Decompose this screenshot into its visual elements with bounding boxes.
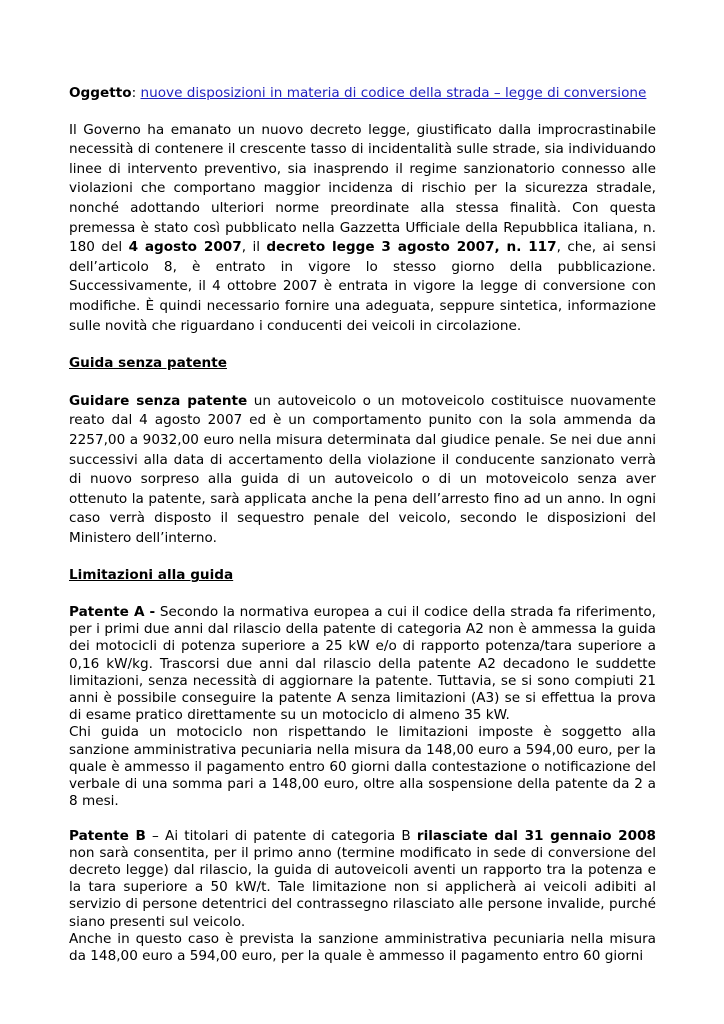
patente-b-paragraph xyxy=(69,828,656,931)
heading-limitazioni: Limitazioni alla guida xyxy=(69,567,234,584)
patente-b-text-1: – Ai titolari di patente di categoria B xyxy=(145,827,417,844)
heading-guida-senza-patente: Guida senza patente xyxy=(69,355,227,372)
patente-a-lead: Patente A - xyxy=(69,604,156,621)
patente-b-paragraph-2: Anche in questo caso è prevista la sanzione amministrativa pecuniaria nella misura da 148,00 euro a 594,00 euro, per la quale è ammesso il pagamento entro 60 giorni xyxy=(69,930,656,964)
intro-date-bold: 4 agosto 2007 xyxy=(128,239,242,256)
patente-a-paragraph-2: Chi guida un motociclo non rispettando le limitazioni imposte è soggetto alla sanzione amministrativa pecuniaria nella misura da 148,00 euro a 594,00 euro, per la quale è ammesso il pagamento entro 60 giorni dalla contestazione o notificazione del verbale di una somma pari a 148,00 euro, oltre alla sospensione della patente da 2 a 8 mesi. xyxy=(69,724,656,810)
guida-paragraph xyxy=(69,392,656,549)
subject-label: Oggetto xyxy=(69,85,132,101)
intro-text-3: , che, ai sensi dell’articolo 8, è entrato in vigore lo stesso giorno della pubblicazione. Successivamente, il 4 ottobre 2007 è entrata in vigore la legge di conversione con modifiche. È quindi necessario fornire una adeguata, seppure sintetica, informazione sulle novità che riguardano i conducenti dei veicoli in circolazione. xyxy=(69,239,656,334)
intro-decree-bold: decreto legge 3 agosto 2007, n. 117 xyxy=(266,239,557,256)
guida-text: un autoveicolo o un motoveicolo costituisce nuovamente reato dal 4 agosto 2007 ed è un comportamento punito con la sola ammenda da 2257,00 a 9032,00 euro nella misura determinata dal giudice penale. Se nei due anni successivi alla data di accertamento della violazione il conducente sanzionato verrà di nuovo sorpreso alla guida di un autoveicolo o di un motoveicolo senza aver ottenuto la patente, sarà applicata anche la pena dell’arresto fino ad un anno. In ogni caso verrà disposto il sequestro penale del veicolo, secondo le disposizioni del Ministero dell’interno. xyxy=(69,392,656,546)
guida-lead: Guidare senza patente xyxy=(69,392,248,409)
patente-a-block xyxy=(69,604,656,810)
patente-a-text: Secondo la normativa europea a cui il codice della strada fa riferimento, per i primi due anni dal rilascio della patente di categoria A2 non è ammessa la guida dei motocicli di potenza superiore a 25 kW e/o di rapporto potenza/tara superiore a 0,16 kW/kg. Trascorsi due anni dal rilascio della patente A2 decadono le suddette limitazioni, senza necessità di aggiornare la patente. Tuttavia, se si sono compiuti 21 anni è possibile conseguire la patente A senza limitazioni (A3) se si effettua la prova di esame pratico direttamente su un motociclo di almeno 35 kW. xyxy=(69,604,656,724)
patente-b-lead: Patente B xyxy=(69,827,146,844)
intro-paragraph xyxy=(69,121,656,337)
patente-a-paragraph xyxy=(69,604,656,724)
patente-b-text-2: non sarà consentita, per il primo anno (termine modificato in sede di conversione del decreto legge) dal rilascio, la guida di autoveicoli aventi un rapporto tra la potenza e la tara superiore a 50 kW/t. Tale limitazione non si applicherà ai veicoli adibiti al servizio di persone detentrici del contrassegno rilasciato alle persone invalide, purché siano presenti sul veicolo. xyxy=(69,844,656,930)
subject-colon: : xyxy=(131,85,141,101)
subject-line xyxy=(69,84,656,104)
subject-link[interactable]: nuove disposizioni in materia di codice della strada – legge di conversione xyxy=(140,85,647,101)
patente-b-date-bold: rilasciate dal 31 gennaio 2008 xyxy=(416,827,656,844)
intro-text-1: Il Governo ha emanato un nuovo decreto legge, giustificato dalla improcrastinabile necessità di contenere il crescente tasso di incidentalità sulle strade, sia individuando linee di intervento preventivo, sia inasprendo il regime sanzionatorio connesso alle violazioni che comportano maggior incidenza di rischio per la sicurezza stradale, nonché adottando ulteriori norme preordinate alla stessa finalità. Con questa premessa è stato così pubblicato nella Gazzetta Ufficiale della Repubblica italiana, n. 180 del xyxy=(69,121,656,256)
intro-text-2: , il xyxy=(241,239,267,256)
patente-b-block xyxy=(69,828,656,966)
